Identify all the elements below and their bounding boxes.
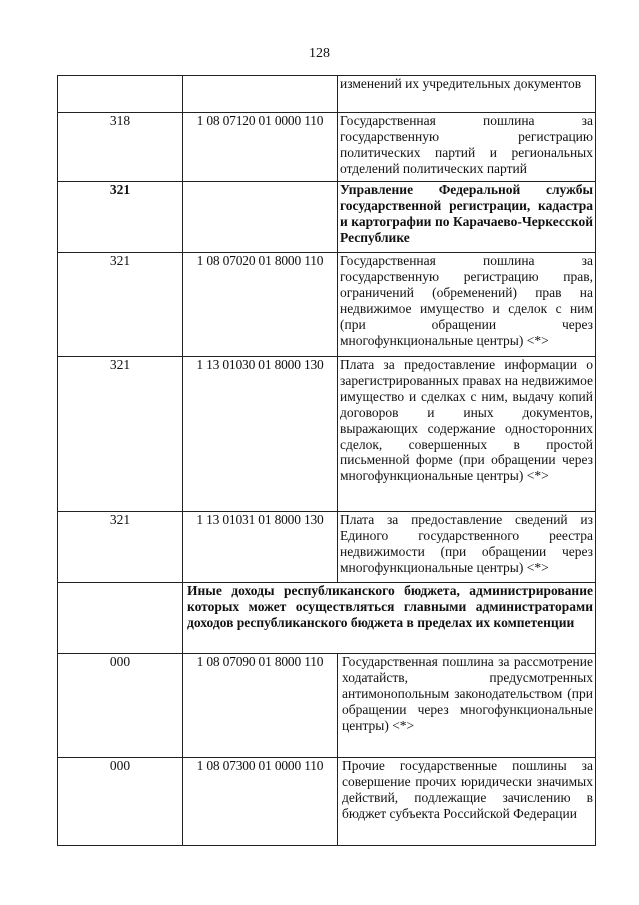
revenue-code-cell xyxy=(183,182,338,253)
revenue-code-cell: 1 13 01031 01 8000 130 xyxy=(183,512,338,583)
description-cell: Государственная пошлина за рассмотрение ходатайств, предусмотренных антимонопольным законодательством (при обращении через многофункциональные центры) <*> xyxy=(338,654,596,758)
revenue-code-cell: 1 08 07120 01 0000 110 xyxy=(183,113,338,182)
admin-code-cell: 321 xyxy=(58,182,183,253)
admin-code-cell xyxy=(58,583,183,654)
description-cell: Государственная пошлина за государственную регистрацию прав, ограничений (обременений) прав на недвижимое имущество и сделок с ним (при обращении через многофункциональные центры) <*> xyxy=(338,253,596,357)
description-cell: Управление Федеральной службы государственной регистрации, кадастра и картографии по Карачаево-Черкесской Республике xyxy=(338,182,596,253)
table-row xyxy=(58,357,596,512)
revenue-code-cell: 1 13 01030 01 8000 130 xyxy=(183,357,338,512)
admin-code-cell: 000 xyxy=(58,758,183,846)
revenue-code-cell xyxy=(183,76,338,113)
revenue-code-cell: 1 08 07090 01 8000 110 xyxy=(183,654,338,758)
description-cell: изменений их учредительных документов xyxy=(338,76,596,113)
table-row xyxy=(58,182,596,253)
revenue-codes-table xyxy=(57,75,596,846)
description-cell: Прочие государственные пошлины за совершение прочих юридически значимых действий, подлежащие зачислению в бюджет субъекта Российской Федерации xyxy=(338,758,596,846)
description-cell: Плата за предоставление сведений из Единого государственного реестра недвижимости (при обращении через многофункциональные центры) <*> xyxy=(338,512,596,583)
table-row xyxy=(58,113,596,182)
admin-code-cell: 321 xyxy=(58,357,183,512)
table-row xyxy=(58,76,596,113)
admin-code-cell: 318 xyxy=(58,113,183,182)
admin-code-cell: 321 xyxy=(58,512,183,583)
table-row xyxy=(58,654,596,758)
admin-code-cell: 000 xyxy=(58,654,183,758)
table-row xyxy=(58,512,596,583)
admin-code-cell xyxy=(58,76,183,113)
description-cell: Плата за предоставление информации о зарегистрированных правах на недвижимое имущество и сделках с ним, выдачу копий договоров и иных документов, выражающих содержание односторонних сделок, совершенных в простой письменной форме (при обращении через многофункциональные центры) <*> xyxy=(338,357,596,512)
page-number: 128 xyxy=(309,46,330,61)
table-row xyxy=(58,253,596,357)
revenue-code-cell: 1 08 07300 01 0000 110 xyxy=(183,758,338,846)
section-heading-cell: Иные доходы республиканского бюджета, администрирование которых может осуществляться главными администраторами доходов республиканского бюджета в пределах их компетенции xyxy=(183,583,596,654)
description-cell: Государственная пошлина за государственную регистрацию политических партий и региональных отделений политических партий xyxy=(338,113,596,182)
table-row xyxy=(58,758,596,846)
revenue-code-cell: 1 08 07020 01 8000 110 xyxy=(183,253,338,357)
table-row xyxy=(58,583,596,654)
admin-code-cell: 321 xyxy=(58,253,183,357)
